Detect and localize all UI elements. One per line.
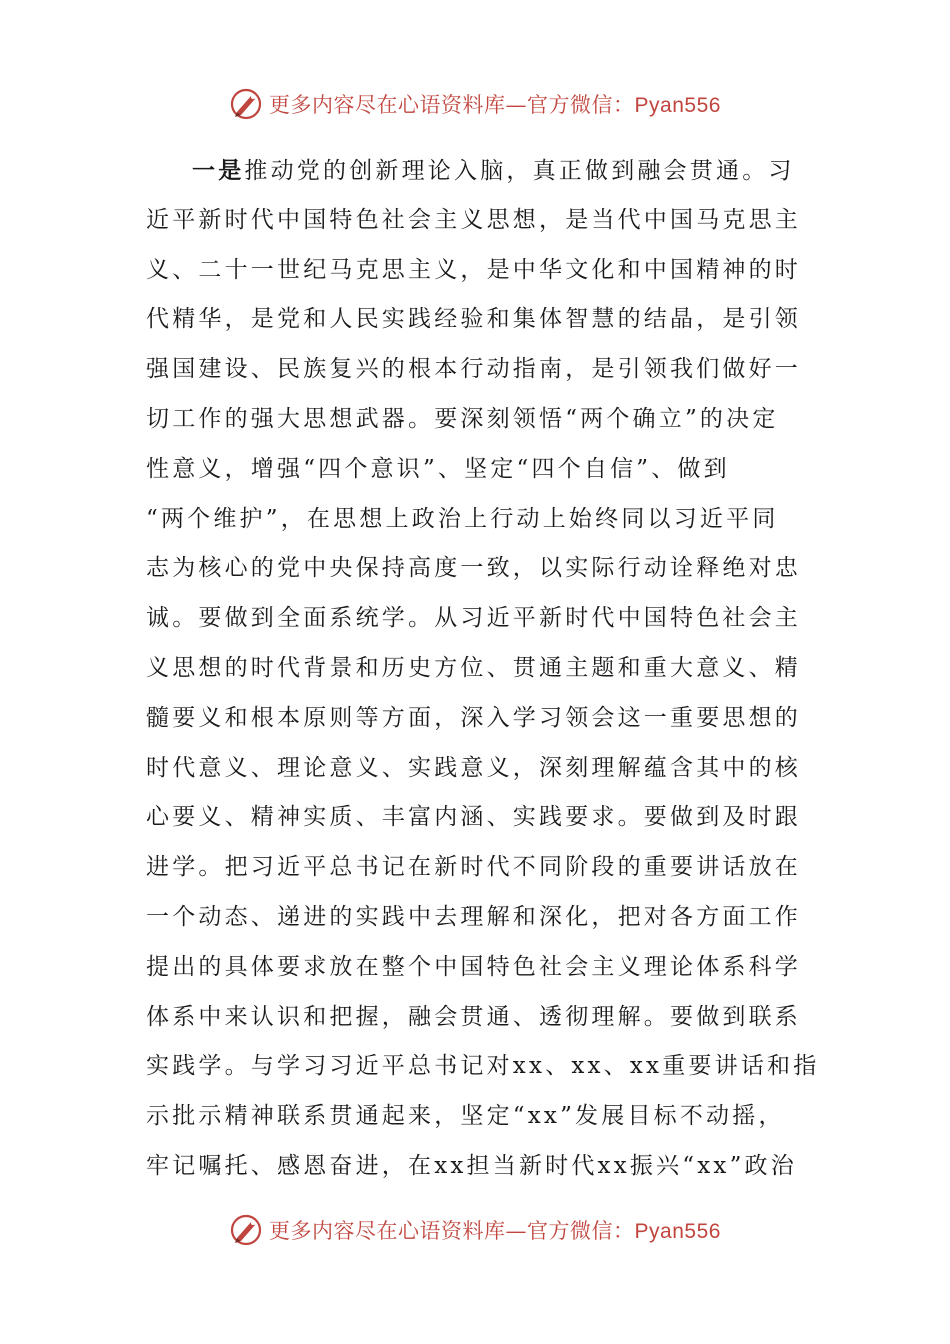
header-banner	[0, 84, 950, 124]
paragraph-line: “两个维护”，在思想上政治上行动上始终同以习近平同	[146, 505, 779, 532]
pen-logo-icon	[229, 1213, 263, 1247]
paragraph-line: 髓要义和根本原则等方面，深入学习领会这一重要思想的	[146, 704, 801, 731]
banner-wechat-id: Pyan556	[634, 1220, 721, 1243]
footer-banner	[0, 1210, 950, 1250]
banner-site-text: 更多内容尽在心语资料库	[269, 1219, 506, 1243]
paragraph-line: 性意义，增强“四个意识”、坚定“四个自信”、做到	[146, 455, 730, 482]
paragraph-line: 志为核心的党中央保持高度一致，以实际行动诠释绝对忠	[146, 555, 801, 582]
banner-text	[269, 1215, 721, 1245]
paragraph-line: 牢记嘱托、感恩奋进，在xx担当新时代xx振兴“xx”政治	[146, 1152, 797, 1179]
paragraph-line: 提出的具体要求放在整个中国特色社会主义理论体系科学	[146, 953, 801, 980]
paragraph-line: 心要义、精神实质、丰富内涵、实践要求。要做到及时跟	[146, 804, 801, 831]
paragraph-line	[146, 146, 810, 196]
banner-wechat-label: 官方微信：	[527, 1219, 635, 1243]
document-body	[146, 146, 820, 1192]
paragraph-line: 义、二十一世纪马克思主义，是中华文化和中国精神的时	[146, 256, 801, 283]
paragraph-line: 诚。要做到全面系统学。从习近平新时代中国特色社会主	[146, 605, 801, 632]
paragraph-line: 强国建设、民族复兴的根本行动指南，是引领我们做好一	[146, 356, 801, 383]
banner-text	[269, 89, 721, 119]
paragraph-line-text: 推动党的创新理论入脑，真正做到融会贯通。习	[244, 158, 795, 184]
banner-wechat-id: Pyan556	[634, 94, 721, 117]
pen-logo-icon	[229, 87, 263, 121]
paragraph-line: 时代意义、理论意义、实践意义，深刻理解蕴含其中的核	[146, 754, 801, 781]
paragraph-line: 进学。把习近平总书记在新时代不同阶段的重要讲话放在	[146, 854, 801, 881]
paragraph-line: 义思想的时代背景和历史方位、贯通主题和重大意义、精	[146, 654, 801, 681]
banner-site-text: 更多内容尽在心语资料库	[269, 93, 506, 117]
banner-dash: —	[505, 1219, 528, 1243]
paragraph-line: 切工作的强大思想武器。要深刻领悟“两个确立”的决定	[146, 405, 779, 432]
paragraph-line: 一个动态、递进的实践中去理解和深化，把对各方面工作	[146, 903, 801, 930]
paragraph-lead: 一是	[192, 157, 245, 184]
paragraph-line: 实践学。与学习习近平总书记对xx、xx、xx重要讲话和指	[146, 1053, 820, 1080]
paragraph-line: 代精华，是党和人民实践经验和集体智慧的结晶，是引领	[146, 306, 801, 333]
banner-wechat-label: 官方微信：	[527, 93, 635, 117]
paragraph-line: 体系中来认识和把握，融会贯通、透彻理解。要做到联系	[146, 1003, 801, 1030]
banner-dash: —	[505, 93, 528, 117]
paragraph-line: 示批示精神联系贯通起来，坚定“xx”发展目标不动摇，	[146, 1103, 785, 1130]
paragraph-line: 近平新时代中国特色社会主义思想，是当代中国马克思主	[146, 206, 801, 233]
